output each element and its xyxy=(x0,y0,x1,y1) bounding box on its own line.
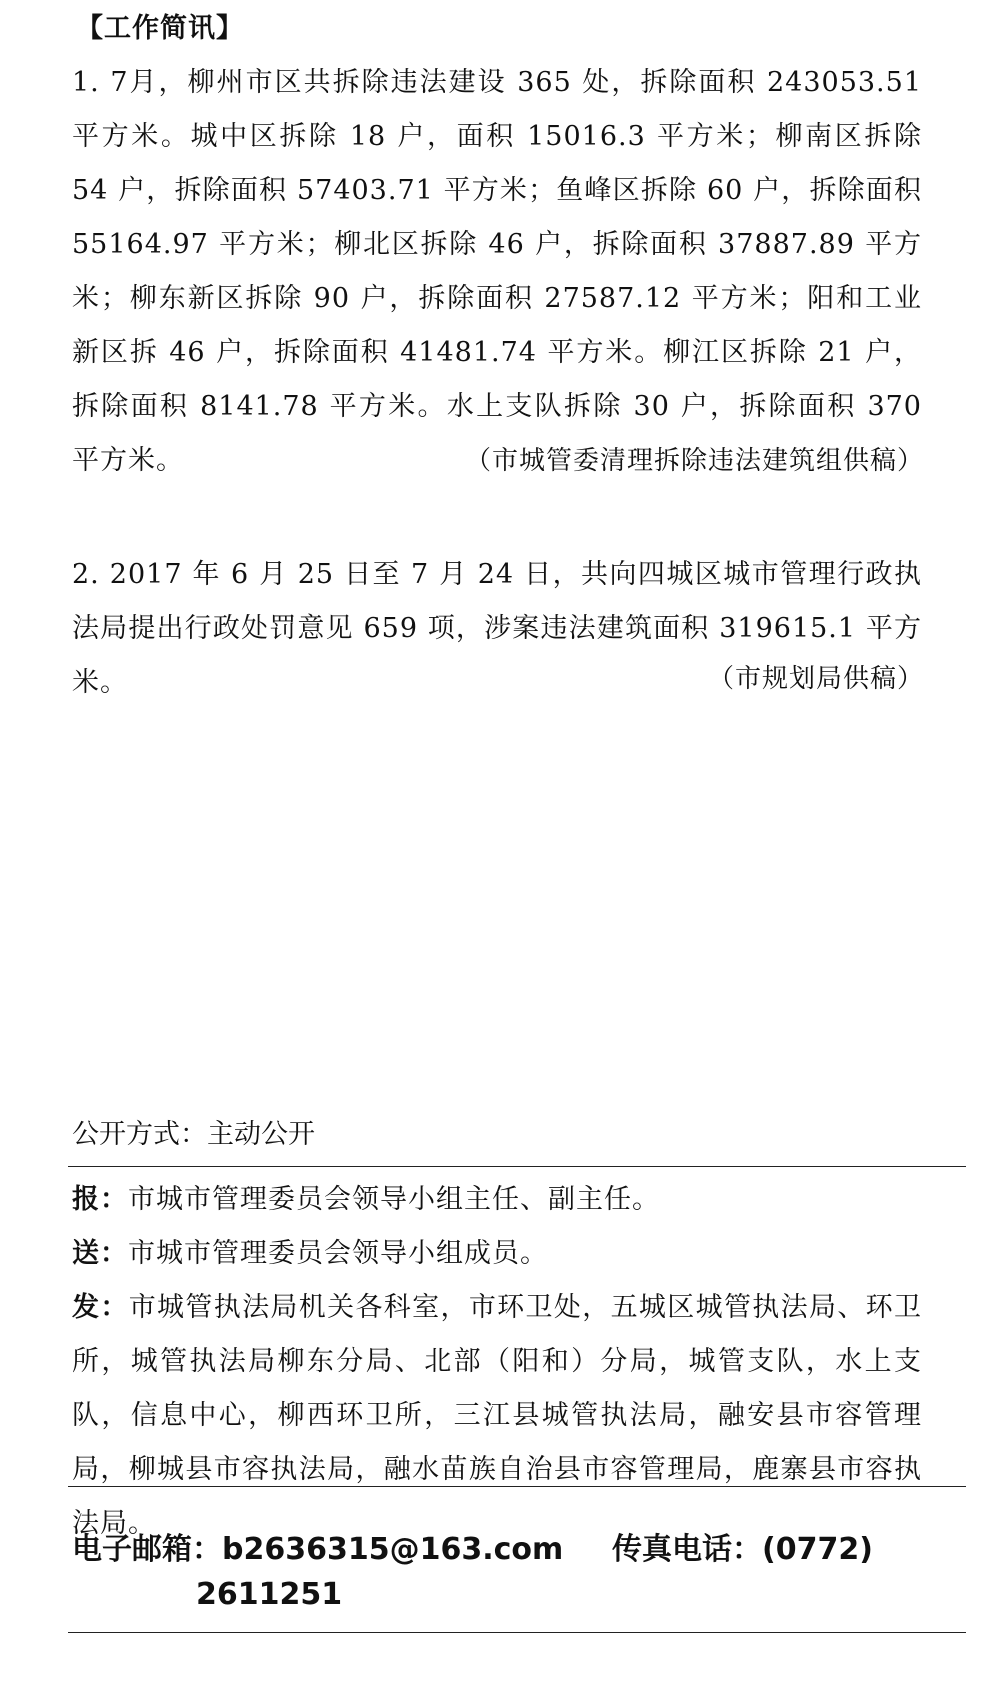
issue-label: 发： xyxy=(72,1292,129,1323)
email-address: b2636315@163.com xyxy=(222,1532,564,1567)
section-heading: 【工作简讯】 xyxy=(76,13,244,44)
distribution-send xyxy=(72,1227,922,1281)
fax-label: 传真电话： xyxy=(612,1532,762,1567)
news-item-1-source: （市城管委清理拆除违法建筑组供稿） xyxy=(464,446,924,476)
report-label: 报： xyxy=(72,1184,128,1215)
disclosure-method: 公开方式：主动公开 xyxy=(72,1119,315,1150)
fax-number: 2611251 xyxy=(196,1577,343,1612)
fax-area-code: (0772) xyxy=(762,1532,873,1567)
news-item-1-text: 1. 7月，柳州市区共拆除违法建设 365 处，拆除面积 243053.51 平方米。城中区拆除 18 户，面积 15016.3 平方米；柳南区拆除 54 户，拆除面积 57403.71 平方米；鱼峰区拆除 60 户，拆除面积 55164.97 平方米；柳北区拆除 46 户，拆除面积 37887.89 平方米；柳东新区拆除 90 户，拆除面积 27587.12 平方米；阳和工业新区拆 46 户，拆除面积 41481.74 平方米。柳江区拆除 21 户，拆除面积 8141.78 平方米。水上支队拆除 30 户，拆除面积 370 平方米。 xyxy=(72,67,922,476)
divider-bottom xyxy=(68,1632,966,1633)
news-item-2-text: 2. 2017 年 6 月 25 日至 7 月 24 日，共向四城区城市管理行政执法局提出行政处罚意见 659 项，涉案违法建筑面积 319615.1 平方米。 xyxy=(72,559,922,698)
email-label: 电子邮箱： xyxy=(72,1532,222,1567)
fax-line xyxy=(612,1524,873,1568)
issue-text: 市城管执法局机关各科室，市环卫处，五城区城管执法局、环卫所，城管执法局柳东分局、北部（阳和）分局，城管支队，水上支队，信息中心，柳西环卫所，三江县城管执法局，融安县市容管理局，柳城县市容执法局，融水苗族自治县市容管理局，鹿寨县市容执法局。 xyxy=(72,1292,923,1539)
report-text: 市城市管理委员会领导小组主任、副主任。 xyxy=(128,1184,660,1215)
divider-top xyxy=(68,1166,966,1167)
email-line xyxy=(72,1524,563,1568)
send-text: 市城市管理委员会领导小组成员。 xyxy=(128,1238,548,1269)
send-label: 送： xyxy=(72,1238,128,1269)
news-item-2-source: （市规划局供稿） xyxy=(707,664,924,694)
divider-middle xyxy=(68,1486,966,1487)
distribution-issue xyxy=(72,1281,922,1551)
distribution-report xyxy=(72,1173,922,1227)
